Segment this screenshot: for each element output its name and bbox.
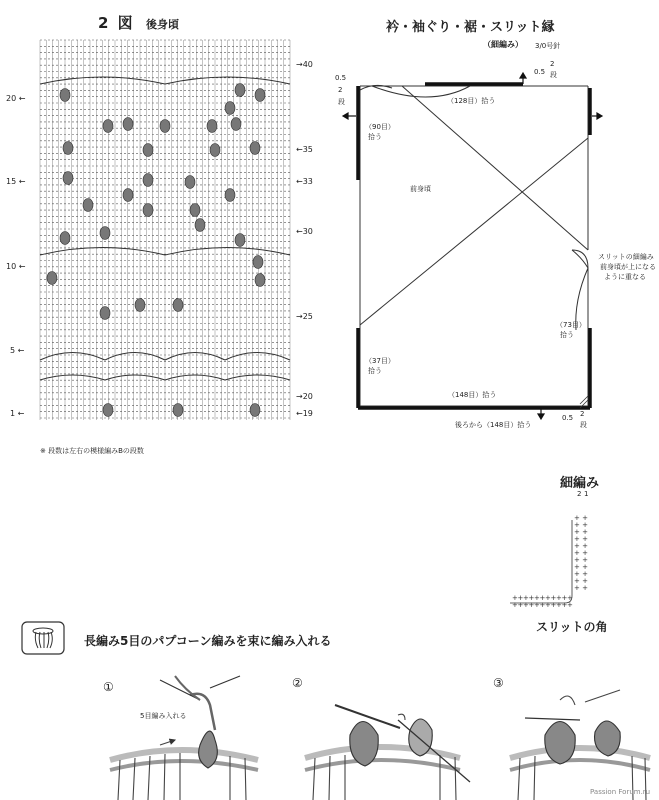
sc-stitch-mark: + xyxy=(534,601,540,609)
popcorn-stitch-mark xyxy=(63,172,73,185)
right-row-label: ←30 xyxy=(296,227,313,236)
slit-note: スリットの細編み xyxy=(598,253,654,261)
sc-stitch-mark: + xyxy=(512,601,518,609)
border-hook-size: 3/0号針 xyxy=(535,42,561,50)
label-top-center: （128目）拾う xyxy=(447,97,496,105)
sc-stitch-mark: + + xyxy=(574,542,588,550)
chain-arch xyxy=(105,353,165,361)
popcorn-stitch-mark xyxy=(160,120,170,133)
popcorn-stitch-mark xyxy=(60,89,70,102)
label-left-lower: （37目） xyxy=(365,357,395,365)
label-top-left: 0.5 xyxy=(335,74,347,82)
sc-title: 細編み xyxy=(560,476,600,491)
popcorn-stitch-mark xyxy=(173,404,183,417)
sc-stitch-mark: + xyxy=(567,601,573,609)
popcorn-stitch-mark xyxy=(100,227,110,240)
sc-row-1: 1 xyxy=(584,490,589,498)
popcorn-step-3-illustration xyxy=(510,690,650,800)
sc-stitch-mark: + xyxy=(545,594,551,602)
sc-stitch-mark: + + xyxy=(574,584,588,592)
label-top-right-rows: 2 xyxy=(550,60,555,68)
popcorn-stitch-mark xyxy=(100,307,110,320)
left-row-label: 1 ← xyxy=(10,409,25,418)
chain-arch xyxy=(225,375,290,380)
left-row-label: 15 ← xyxy=(6,177,26,186)
step-2-number: ② xyxy=(292,676,303,690)
sc-stitch-mark: + xyxy=(545,601,551,609)
watermark: Passion Forum.ru xyxy=(590,788,651,796)
border-stitch: （細編み） xyxy=(483,40,523,49)
sc-stitch-mark: + + xyxy=(574,528,588,536)
label-bottom-right-unit: 段 xyxy=(580,421,587,429)
popcorn-stitch-icon xyxy=(22,622,64,654)
sc-stitch-mark: + xyxy=(528,594,535,602)
popcorn-stitch-mark xyxy=(207,120,217,133)
popcorn-stitch-mark xyxy=(143,144,153,157)
label-right-lower: （73目） xyxy=(556,321,586,329)
chain-arch xyxy=(40,353,105,361)
label-bottom-center: （148目）拾う xyxy=(448,391,497,399)
popcorn-step-1-illustration xyxy=(110,676,258,800)
sc-stitch-mark: + + xyxy=(574,556,588,564)
sc-stitch-mark: + xyxy=(534,594,540,602)
right-row-label: ←33 xyxy=(296,177,313,186)
sc-stitch-mark: + xyxy=(539,594,546,602)
popcorn-stitch-mark xyxy=(103,120,113,133)
front-body-label: 前身頃 xyxy=(410,185,431,193)
popcorn-stitch-mark xyxy=(210,144,220,157)
single-crochet-corner-chart xyxy=(510,514,588,609)
sc-stitch-mark: + xyxy=(528,601,535,609)
sc-stitch-mark: + xyxy=(561,594,568,602)
step-3-number: ③ xyxy=(493,676,504,690)
right-row-label: →20 xyxy=(296,392,313,401)
popcorn-stitch-mark xyxy=(190,204,200,217)
popcorn-stitch-mark xyxy=(60,232,70,245)
popcorn-stitch-mark xyxy=(225,102,235,115)
sc-caption: スリットの角 xyxy=(536,620,608,634)
sc-row-2: 2 xyxy=(577,490,582,498)
chain-arch xyxy=(105,375,165,380)
left-row-label: 10 ← xyxy=(6,262,26,271)
popcorn-stitch-mark xyxy=(253,256,263,269)
label-top-right: 0.5 xyxy=(534,68,546,76)
sc-corner-line xyxy=(510,520,572,603)
sc-stitch-mark: + xyxy=(561,601,568,609)
sc-stitch-mark: + + xyxy=(574,549,588,557)
popcorn-stitch-mark xyxy=(173,299,183,312)
label-bottom-back: 後ろから（148目）拾う xyxy=(455,421,532,429)
chain-arch xyxy=(165,375,225,380)
popcorn-heading: 長編み5目のパプコーン編みを束に編み入れる xyxy=(84,634,332,648)
label-left-upper-pick: 拾う xyxy=(368,133,382,141)
popcorn-stitch-mark xyxy=(143,204,153,217)
figure-name: 後身頃 xyxy=(146,18,179,31)
label-left-lower-pick: 拾う xyxy=(368,367,382,375)
label-bottom-right-rows: 2 xyxy=(580,410,585,418)
label-right-lower-pick: 拾う xyxy=(560,331,574,339)
stitch-chart-grid xyxy=(40,40,290,420)
sc-stitch-mark: + + xyxy=(574,570,588,578)
figure-number: 2 図 xyxy=(98,14,135,32)
label-bottom-right: 0.5 xyxy=(562,414,574,422)
popcorn-stitch-mark xyxy=(123,189,133,202)
border-title: 衿・袖ぐり・裾・スリット縁 xyxy=(386,20,555,35)
row-count-note: ※ 段数は左右の模様編みBの段数 xyxy=(40,447,144,455)
popcorn-stitch-mark xyxy=(250,404,260,417)
popcorn-stitch-mark xyxy=(231,118,241,131)
popcorn-stitch-mark xyxy=(103,404,113,417)
right-row-label: →25 xyxy=(296,312,313,321)
sc-stitch-mark: + xyxy=(567,594,573,602)
chain-arch xyxy=(225,353,290,361)
popcorn-stitch-mark xyxy=(135,299,145,312)
sc-stitch-mark: + + xyxy=(574,577,588,585)
popcorn-stitch-mark xyxy=(185,176,195,189)
popcorn-stitch-mark xyxy=(235,84,245,97)
label-top-left-unit: 段 xyxy=(338,98,345,106)
step-1-number: ① xyxy=(103,680,114,694)
popcorn-stitch-mark xyxy=(250,142,260,155)
step-1-note: 5目編み入れる xyxy=(140,712,187,720)
right-row-label: →40 xyxy=(296,60,313,69)
popcorn-stitch-mark xyxy=(123,118,133,131)
popcorn-stitch-mark xyxy=(47,272,57,285)
sc-stitch-mark: + xyxy=(517,594,524,602)
sc-stitch-mark: + xyxy=(512,594,518,602)
slit-note: 前身頃が上になる xyxy=(600,263,656,271)
label-top-left-rows: 2 xyxy=(338,86,343,94)
label-left-upper: （90目） xyxy=(365,123,395,131)
popcorn-stitch-mark xyxy=(255,89,265,102)
sc-stitch-mark: + xyxy=(523,594,529,602)
chain-arch xyxy=(165,353,225,361)
left-row-label: 5 ← xyxy=(10,346,25,355)
popcorn-step-2-illustration xyxy=(305,705,470,800)
popcorn-stitch-mark xyxy=(225,189,235,202)
label-top-right-unit: 段 xyxy=(550,71,557,79)
popcorn-stitch-mark xyxy=(143,174,153,187)
right-row-label: ←35 xyxy=(296,145,313,154)
left-row-label: 20 ← xyxy=(6,94,26,103)
right-row-label: ←19 xyxy=(296,409,313,418)
sc-stitch-mark: + xyxy=(550,601,557,609)
sc-stitch-mark: + xyxy=(556,601,562,609)
sc-stitch-mark: + xyxy=(517,601,524,609)
popcorn-stitch-mark xyxy=(83,199,93,212)
popcorn-stitch-mark xyxy=(63,142,73,155)
sc-stitch-mark: + + xyxy=(574,521,588,529)
sc-stitch-mark: + xyxy=(523,601,529,609)
sc-stitch-mark: + + xyxy=(574,535,588,543)
sc-stitch-mark: + xyxy=(556,594,562,602)
popcorn-stitch-mark xyxy=(255,274,265,287)
popcorn-stitch-mark xyxy=(195,219,205,232)
chain-arch xyxy=(40,375,105,380)
sc-stitch-mark: + xyxy=(539,601,546,609)
popcorn-stitch-mark xyxy=(235,234,245,247)
sc-stitch-mark: + + xyxy=(574,563,588,571)
sc-stitch-mark: + + xyxy=(574,514,588,522)
slit-note: ように重なる xyxy=(604,273,646,281)
sc-stitch-mark: + xyxy=(550,594,557,602)
